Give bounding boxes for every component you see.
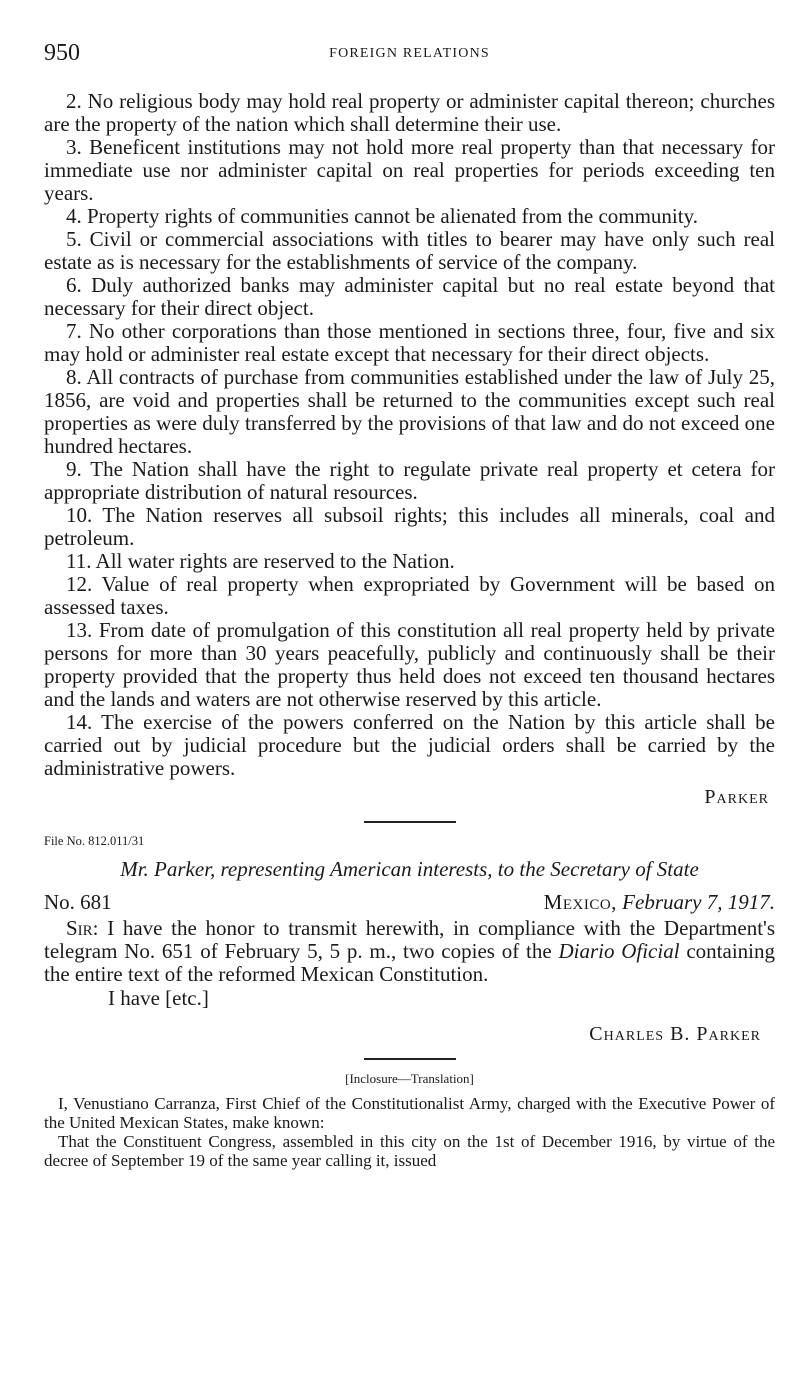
page-header (44, 40, 775, 70)
enclosure-paragraph-2: That the Constituent Congress, assembled in this city on the 1st of December 1916, by virtue of the decree of September 19 of the same year calling it, issued (44, 1132, 775, 1170)
letter-text-2: containing the entire text of the reformed Mexican Constitution. (44, 939, 775, 986)
running-head: FOREIGN RELATIONS (329, 46, 490, 61)
letter-text-1: I have the honor to transmit herewith, in compliance with the Department's telegram No. 651 of February 5, 5 p. m., two copies of the (44, 916, 775, 963)
memo-place: Mexico, (543, 890, 617, 914)
memo-number: No. 681 (44, 890, 112, 914)
article-4: 4. Property rights of communities cannot be alienated from the community. (66, 204, 698, 228)
closing: I have [etc.] (108, 986, 209, 1010)
article-7: 7. No other corporations than those mentioned in sections three, four, five and six may hold or administer real estate except that necessary for their direct objects. (44, 319, 775, 366)
article-2: 2. No religious body may hold real property or administer capital thereon; churches are the property of the nation which shall determine their use. (44, 89, 775, 136)
memo-date: February 7, 1917. (622, 890, 775, 914)
enclosure-heading: [Inclosure—Translation] (345, 1071, 474, 1086)
first-signature: Parker (704, 786, 769, 808)
article-5: 5. Civil or commercial associations with titles to bearer may have only such real estate as is necessary for the establishments of service of the company. (44, 227, 775, 274)
article-8: 8. All contracts of purchase from communities established under the law of July 25, 1856, are void and properties shall be returned to the communities except such real properties as were duly transferred by the provisions of that law and do not exceed one hundred hectares. (44, 365, 775, 458)
page-body (44, 90, 775, 1170)
memo-dateline (544, 890, 775, 915)
article-10: 10. The Nation reserves all subsoil rights; this includes all minerals, coal and petroleum. (44, 503, 775, 550)
article-14: 14. The exercise of the powers conferred on the Nation by this article shall be carried out by judicial procedure but the judicial orders shall be carried by the administrative powers. (44, 710, 775, 780)
enclosure-divider (364, 1058, 456, 1060)
memo-title: Mr. Parker, representing American interests, to the Secretary of State (120, 857, 699, 881)
file-number: File No. 812.011/31 (44, 834, 145, 848)
salutation: Sir: (66, 916, 99, 940)
article-11: 11. All water rights are reserved to the Nation. (66, 549, 455, 573)
enclosure-paragraph-1: I, Venustiano Carranza, First Chief of the Constitutionalist Army, charged with the Executive Power of the United Mexican States, make known: (44, 1094, 775, 1132)
article-13: 13. From date of promulgation of this constitution all real property held by private persons for more than 30 years peacefully, publicly and continuously shall be their property provided that the property thus held does not exceed ten thousand hectares and the lands and waters are not otherwise reserved by this article. (44, 618, 775, 711)
letter-body (44, 917, 775, 986)
section-divider (364, 821, 456, 823)
page-number: 950 (44, 40, 80, 66)
article-9: 9. The Nation shall have the right to regulate private real property et cetera for appropriate distribution of natural resources. (44, 457, 775, 504)
publication-title: Diario Oficial (558, 939, 680, 963)
article-3: 3. Beneficent institutions may not hold more real property than that necessary for immediate use nor administer capital on real properties for periods exceeding ten years. (44, 135, 775, 205)
letter-signature: Charles B. Parker (589, 1023, 761, 1045)
article-6: 6. Duly authorized banks may administer capital but no real estate beyond that necessary for their direct object. (44, 273, 775, 320)
article-12: 12. Value of real property when expropriated by Government will be based on assessed taxes. (44, 572, 775, 619)
memo-meta (44, 890, 775, 915)
